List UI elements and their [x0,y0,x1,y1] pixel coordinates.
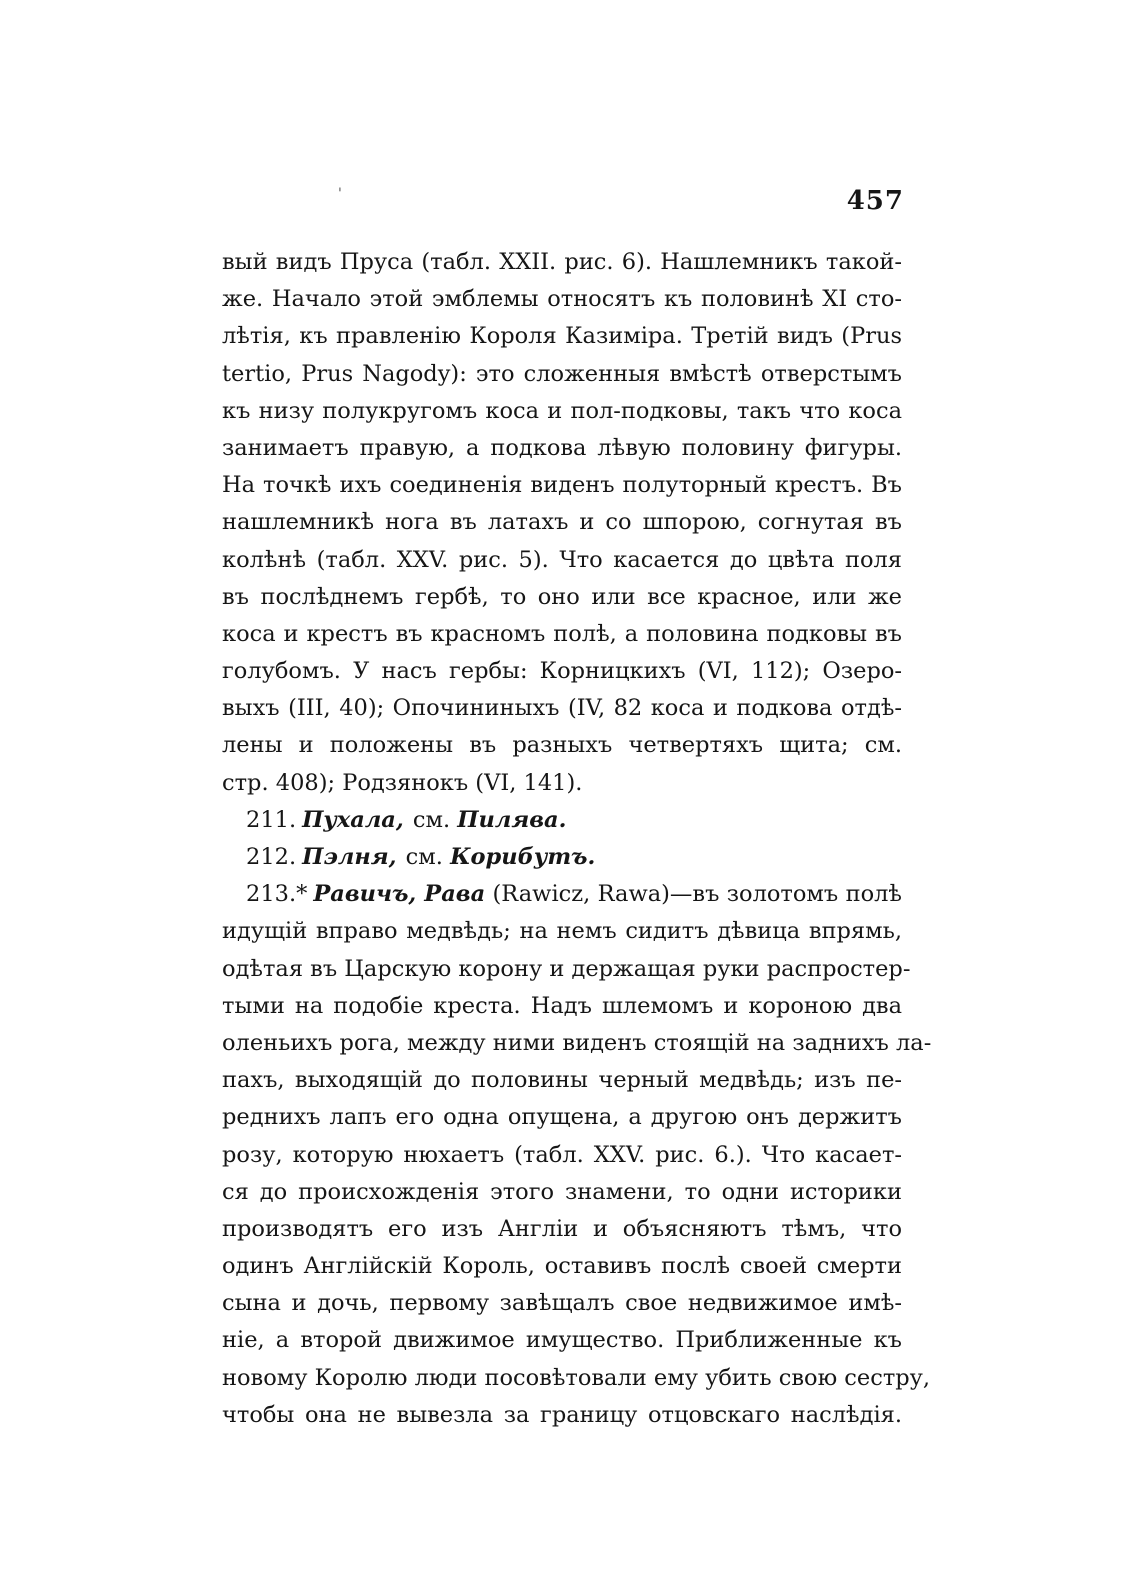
text-line: одинъ Англійскій Король, оставивъ послѣ своей смерти [222,1253,902,1280]
text-line: тыми на подобіе креста. Надъ шлемомъ и короною два [222,992,902,1019]
text-line: пахъ, выходящій до половины черный медвѣдь; изъ пе- [222,1067,902,1094]
entry-see-target: Пилява. [457,806,567,833]
entry-number: 211. [246,806,297,833]
text-line: колѣнѣ (табл. XXV. рис. 5). Что касается до цвѣта поля [222,546,902,573]
entry-see-label: см. [405,844,443,870]
text-line: лены и положены въ разныхъ четвертяхъ щита; см. [222,732,902,759]
text-line: tertio, Prus Nagody): это сложенныя вмѣстѣ отверстымъ [222,360,902,387]
entry-title: Пэлня, [302,844,397,870]
entry-see-target: Корибутъ. [450,844,596,870]
paragraph-prus [222,244,902,802]
text-line: въ послѣднемъ гербѣ, то оно или все красное, или же [222,583,902,610]
text-line: розу, которую нюхаетъ (табл. XXV. рис. 6.). Что касает- [222,1141,902,1168]
body-text [222,244,932,1434]
entry-title: Равичъ, Рава [313,881,486,908]
entry-see-label: см. [412,806,451,833]
text-line: реднихъ лапъ его одна опущена, а другою онъ держитъ [222,1104,902,1131]
text-line: чтобы она не вывезла за границу отцовскаго наслѣдія. [222,1401,902,1428]
text-line: ся до происхожденія этого знамени, то одни историки [222,1178,902,1205]
text-line: же. Начало этой эмблемы относятъ къ половинѣ XI сто- [222,286,902,313]
text-line: новому Королю люди посовѣтовали ему убить свою сестру, [222,1364,931,1391]
text-line: идущій вправо медвѣдь; на немъ сидитъ дѣвица впрямь, [222,918,902,945]
text-line: одѣтая въ Царскую корону и держащая руки распростер- [222,955,911,982]
entry-212 [222,839,902,876]
entry-number: 213.* [246,881,308,908]
text-line: На точкѣ ихъ соединенія виденъ полуторный крестъ. Въ [222,472,902,499]
text-line: ніе, а второй движимое имущество. Приближенные къ [222,1327,902,1354]
text-line: сына и дочь, первому завѣщалъ свое недвижимое имѣ- [222,1290,902,1317]
entry-title: Пухала, [302,806,404,833]
text-line: стр. 408); Родзянокъ (VI, 141). [222,769,583,796]
text-line: оленьихъ рога, между ними виденъ стоящій на заднихъ ла- [222,1029,932,1056]
stray-print-mark: ' [338,186,342,202]
entry-number: 212. [246,844,297,870]
entry-211 [222,802,902,839]
text-line: вый видъ Пруса (табл. XXII. рис. 6). Нашлемникъ такой- [222,249,902,275]
text-line: производятъ его изъ Англіи и объясняютъ тѣмъ, что [222,1215,902,1242]
entry-213 [222,876,932,1434]
text-line: голубомъ. У насъ гербы: Корницкихъ (VI, 112); Озеро- [222,658,902,685]
text-line: занимаетъ правую, а подкова лѣвую половину фигуры. [222,434,902,461]
text-line: лѣтія, къ правленію Короля Казиміра. Третій видъ (Prus [222,323,902,350]
text-line [222,876,902,913]
text-line: коса и крестъ въ красномъ полѣ, а половина подковы въ [222,620,902,647]
text-line: выхъ (III, 40); Опочининыхъ (IV, 82 коса и подкова отдѣ- [222,695,902,722]
text-line: нашлемникѣ нога въ латахъ и со шпорою, согнутая въ [222,509,902,536]
page-number: 457 [846,186,904,216]
entry-text: (Rawicz, Rawa)—въ золотомъ полѣ [492,881,902,908]
text-line: къ низу полукругомъ коса и пол-подковы, такъ что коса [222,397,902,424]
